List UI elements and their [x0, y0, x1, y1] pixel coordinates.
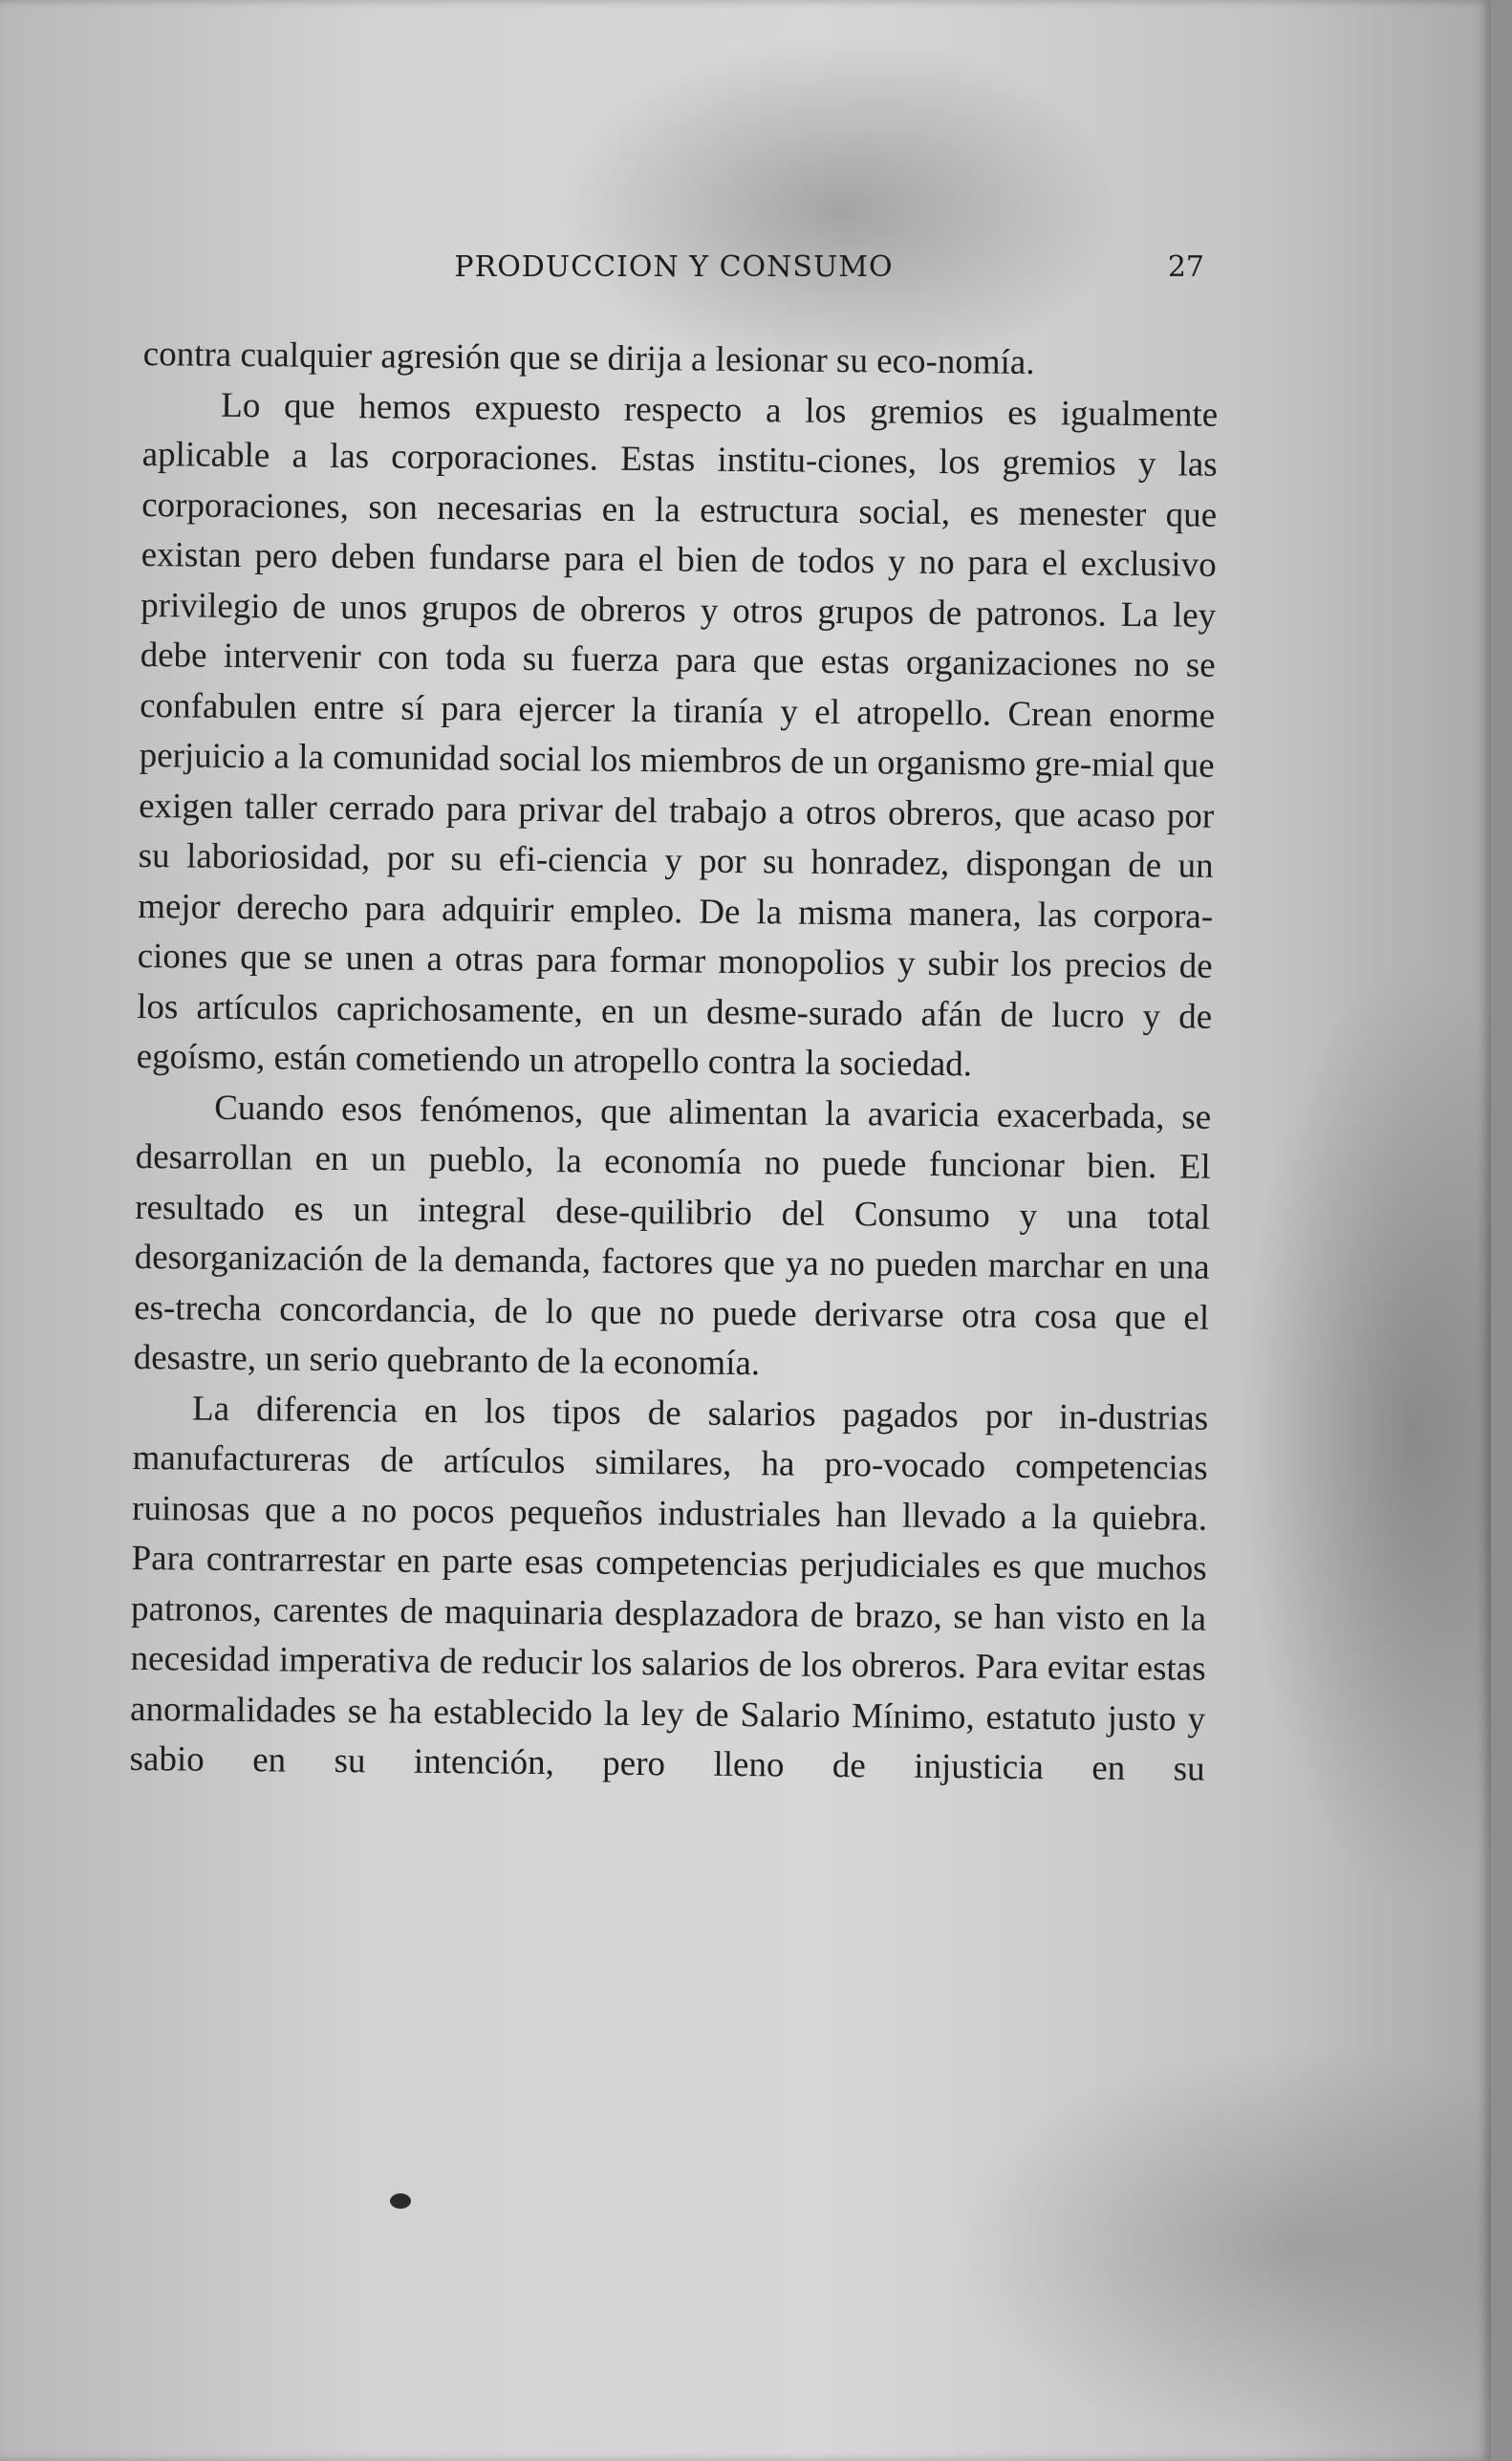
- paragraph-4: La diferencia en los tipos de salarios pagados por in-dustrias manufactureras de artículos similares, ha pro-vocado competencias ruinosas que a no pocos pequeños industriales han llevado a la quiebra. Para contrarrestar en parte esas competencias perjudiciales es que muchos patronos, carentes de maquinaria desplazadora de brazo, se han visto en la necesidad imperativa de reducir los salarios de los obreros. Para evitar estas anormalidades se ha establecido la ley de Salario Mínimo, estatuto justo y sabio en su intención, pero lleno de injusticia en su: [129, 1389, 1209, 1789]
- paragraph-1: contra cualquier agresión que se dirija a lesionar su eco-nomía.: [142, 334, 1035, 382]
- ink-blot: [390, 2193, 411, 2209]
- body-text: [129, 330, 1219, 1795]
- paragraph-2: Lo que hemos expuesto respecto a los gremios es igualmente aplicable a las corporaciones. Estas institu-ciones, los gremios y las corporaciones, son necesarias en la estructura social, es menester que existan pero deben fundarse para el bien de todos y no para el exclusivo privilegio de unos grupos de obreros y otros grupos de patronos. La ley debe intervenir con toda su fuerza para que estas organizaciones no se confabulen entre sí para ejercer la tiranía y el atropello. Crean enorme perjuicio a la comunidad social los miembros de un organismo gre-mial que exigen taller cerrado para privar del trabajo a otros obreros, que acaso por su laboriosidad, por su efi-ciencia y por su honradez, dispongan de un mejor derecho para adquirir empleo. De la misma manera, las corpora-ciones que se unen a otras para formar monopolios y subir los precios de los artículos caprichosamente, en un desme-surado afán de lucro y de egoísmo, están cometiendo un atropello contra la sociedad.: [136, 385, 1219, 1085]
- page-header: [143, 250, 1204, 289]
- page-number: 27: [1167, 250, 1204, 284]
- paragraph-3: Cuando esos fenómenos, que alimentan la avaricia exacerbada, se desarrollan en un pueblo, la economía no puede funcionar bien. El resultado es un integral dese-quilibrio del Consumo y una total desorganización de la demanda, factores que ya no pueden marchar en una es-trecha concordancia, de lo que no puede derivarse otra cosa que el desastre, un serio quebranto de la economía.: [133, 1088, 1212, 1384]
- running-title: PRODUCCION Y CONSUMO: [454, 250, 894, 284]
